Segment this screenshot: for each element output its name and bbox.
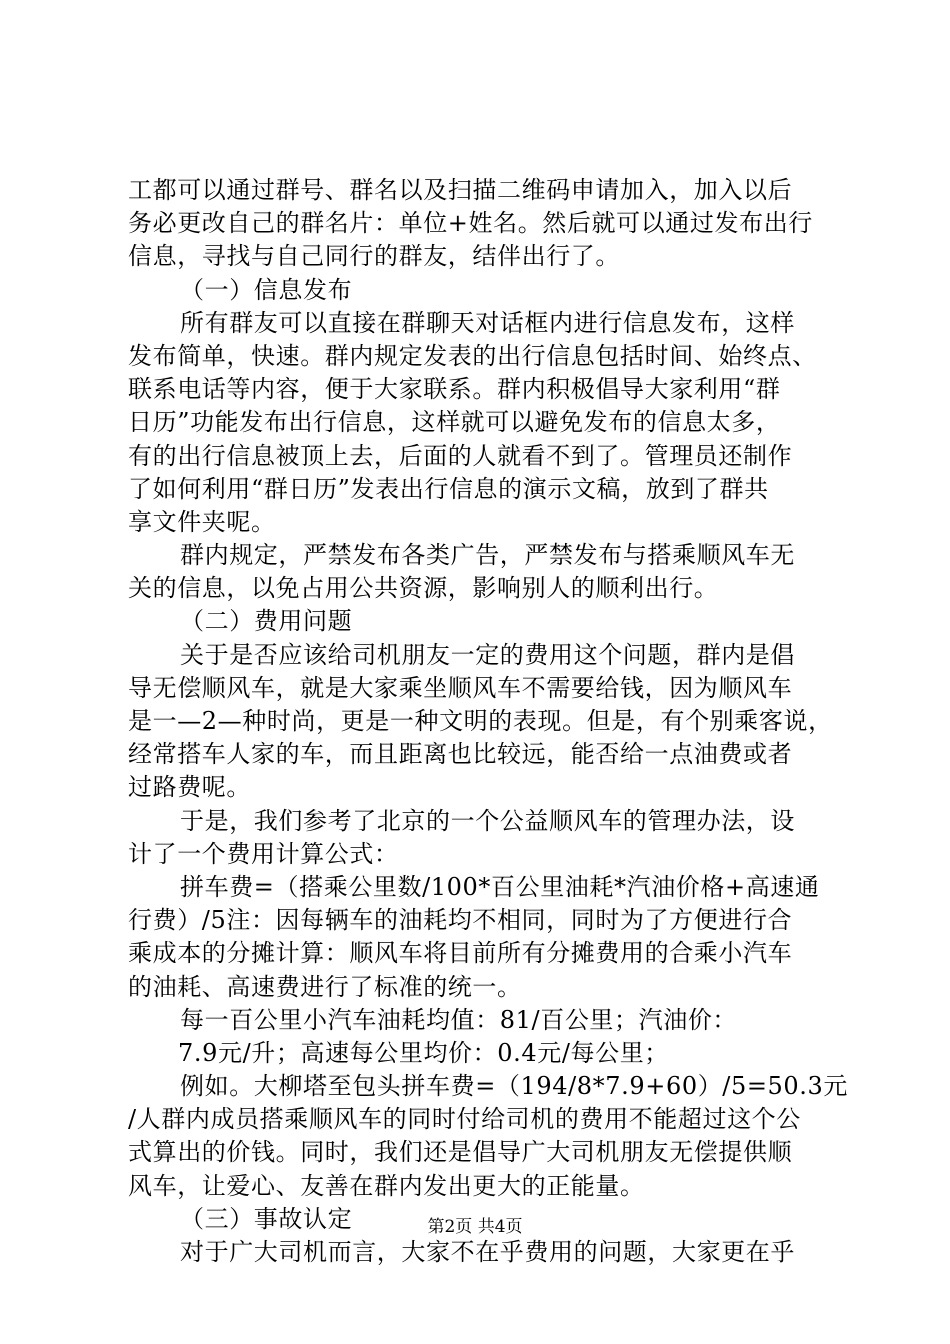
text-line: 关的信息，以免占用公共资源，影响别人的顺利出行。 [128,574,719,603]
section-heading-3: （三）事故认定 [180,1204,353,1233]
paragraph-start: 于是，我们参考了北京的一个公益顺风车的管理办法，设 [180,806,795,835]
formula-line: 拼车费=（搭乘公里数/100*百公里油耗*汽油价格+高速通 [180,872,820,901]
text-line: 工都可以通过群号、群名以及扫描二维码申请加入，加入以后 [128,176,793,204]
text-line: 乘成本的分摊计算：顺风车将目前所有分摊费用的合乘小汽车 [128,939,793,968]
text-line: 享文件夹呢。 [128,507,276,536]
paragraph-start: 所有群友可以直接在群聊天对话框内进行信息发布，这样 [180,308,795,337]
body-text [128,174,848,1269]
text-line: 式算出的价钱。同时，我们还是倡导广大司机朋友无偿提供顺 [128,1138,793,1167]
paragraph-start: 群内规定，严禁发布各类广告，严禁发布与搭乘顺风车无 [180,541,795,570]
text-line: 7.9元/升；高速每公里均价：0.4元/每公里； [178,1038,669,1067]
section-heading-2: （二）费用问题 [180,607,353,636]
paragraph-start: 每一百公里小汽车油耗均值：81/百公里；汽油价： [180,1005,738,1034]
text-line: 日历”功能发布出行信息，这样就可以避免发布的信息太多， [128,408,781,437]
text-line: 是一—2—种时尚，更是一种文明的表现。但是，有个别乘客说， [128,707,833,735]
text-line: 经常搭车人家的车，而且距离也比较远，能否给一点油费或者 [128,740,793,769]
text-line: 务必更改自己的群名片：单位+姓名。然后就可以通过发布出行 [128,209,813,238]
text-line: 联系电话等内容，便于大家联系。群内积极倡导大家利用“群 [128,375,781,404]
text-line: /人群内成员搭乘顺风车的同时付给司机的费用不能超过这个公 [128,1105,801,1134]
paragraph-start: 例如。大柳塔至包头拼车费=（194/8*7.9+60）/5=50.3元 [180,1072,848,1101]
text-line: 信息，寻找与自己同行的群友，结伴出行了。 [128,242,620,271]
text-line: 行费）/5注：因每辆车的油耗均不相同，同时为了方便进行合 [128,906,793,935]
text-line: 有的出行信息被顶上去，后面的人就看不到了。管理员还制作 [128,441,793,470]
paragraph-start: 对于广大司机而言，大家不在乎费用的问题，大家更在乎 [180,1238,795,1266]
text-line: 了如何利用“群日历”发表出行信息的演示文稿，放到了群共 [128,474,769,503]
text-line: 计了一个费用计算公式： [128,839,399,868]
text-line: 导无偿顺风车，就是大家乘坐顺风车不需要给钱，因为顺风车 [128,673,793,702]
paragraph-start: 关于是否应该给司机朋友一定的费用这个问题，群内是倡 [180,640,795,669]
section-heading-1: （一）信息发布 [180,275,353,304]
text-line: 发布简单，快速。群内规定发表的出行信息包括时间、始终点、 [128,341,817,370]
text-line: 的油耗、高速费进行了标准的统一。 [128,972,522,1001]
text-line: 过路费呢。 [128,773,251,802]
text-line: 风车，让爱心、友善在群内发出更大的正能量。 [128,1171,645,1200]
page-footer: 第2页 共4页 [427,1217,523,1237]
